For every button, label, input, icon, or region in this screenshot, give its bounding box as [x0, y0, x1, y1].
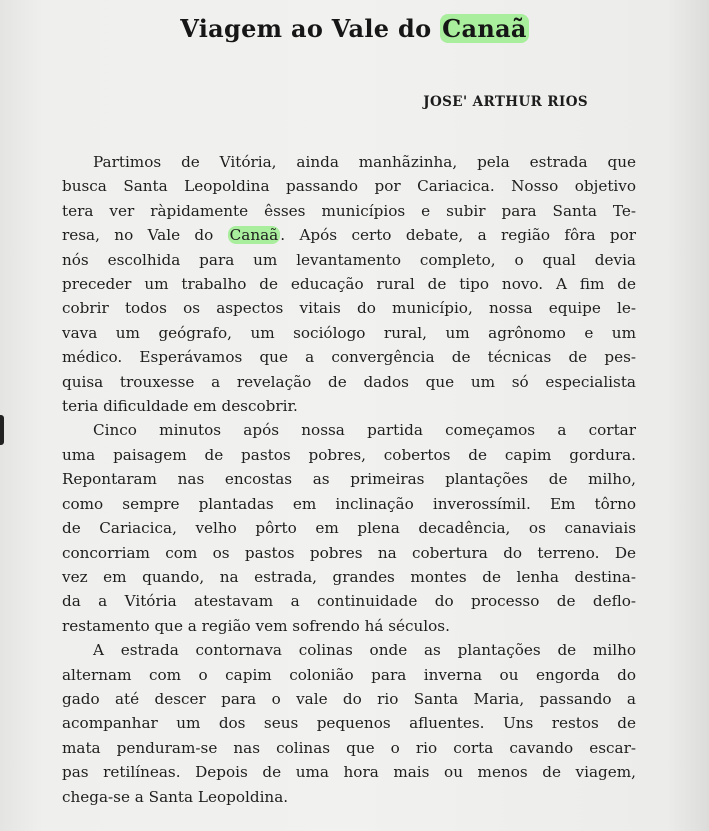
text-line: gado até descer para o vale do rio Santa Maria, passando a — [62, 689, 636, 708]
text-line: de Cariacica, velho pôrto em plena decadência, os canaviais — [62, 519, 636, 538]
text-line: tera ver ràpidamente êsses municípios e subir para Santa Te- — [62, 201, 636, 220]
text-line: chega-se a Santa Leopoldina. — [62, 787, 289, 806]
article-author: JOSE' ARTHUR RIOS — [423, 94, 588, 110]
text-line: alternam com o capim colonião para inverna ou engorda do — [62, 665, 636, 684]
title-text: Viagem ao Vale do — [180, 14, 441, 43]
text-line: Partimos de Vitória, ainda manhãzinha, pela estrada que — [93, 153, 636, 171]
text-line: quisa trouxesse a revelação de dados que um só especialista — [62, 372, 636, 391]
text-line: restamento que a região vem sofrendo há séculos. — [62, 616, 450, 635]
text-line: mata penduram-se nas colinas que o rio corta cavando escar- — [62, 738, 636, 757]
article-title — [0, 14, 709, 43]
text-line: acompanhar um dos seus pequenos afluentes. Uns restos de — [62, 714, 636, 733]
text-line: Cinco minutos após nossa partida começamos a cortar — [93, 421, 636, 440]
text-fragment: resa, no Vale do — [62, 226, 228, 245]
paragraph — [62, 418, 636, 638]
text-line: Repontaram nas encostas as primeiras plantações de milho, — [62, 470, 636, 489]
text-line: cobrir todos os aspectos vitais do município, nossa equipe le- — [62, 299, 636, 318]
text-line: uma paisagem de pastos pobres, cobertos de capim gordura. — [62, 445, 636, 464]
text-line: pas retilíneas. Depois de uma hora mais ou menos de viagem, — [62, 763, 636, 782]
text-line: busca Santa Leopoldina passando por Cariacica. Nosso objetivo — [62, 177, 636, 196]
text-line: vava um geógrafo, um sociólogo rural, um agrônomo e um — [62, 323, 636, 342]
text-line: concorriam com os pastos pobres na cobertura do terreno. De — [62, 543, 636, 562]
page-binding-shadow — [0, 415, 4, 445]
paragraph — [62, 638, 636, 809]
article-body — [62, 150, 636, 809]
text-line: vez em quando, na estrada, grandes montes de lenha destina- — [62, 567, 636, 586]
paragraph — [62, 150, 636, 418]
text-line: como sempre plantadas em inclinação inverossímil. Em tôrno — [62, 494, 636, 513]
text-line — [62, 223, 636, 247]
text-line: teria dificuldade em descobrir. — [62, 397, 298, 416]
text-line: preceder um trabalho de educação rural de tipo novo. A fim de — [62, 275, 636, 294]
text-line: médico. Esperávamos que a convergência de técnicas de pes- — [62, 348, 636, 367]
text-line: nós escolhida para um levantamento completo, o qual devia — [62, 250, 636, 269]
text-fragment: . Após certo debate, a região fôra por — [280, 226, 636, 245]
highlighted-word: Canaã — [229, 226, 279, 245]
title-highlight: Canaã — [442, 14, 527, 43]
text-line: da a Vitória atestavam a continuidade do processo de deflo- — [62, 592, 636, 611]
text-line: A estrada contornava colinas onde as plantações de milho — [93, 641, 636, 660]
